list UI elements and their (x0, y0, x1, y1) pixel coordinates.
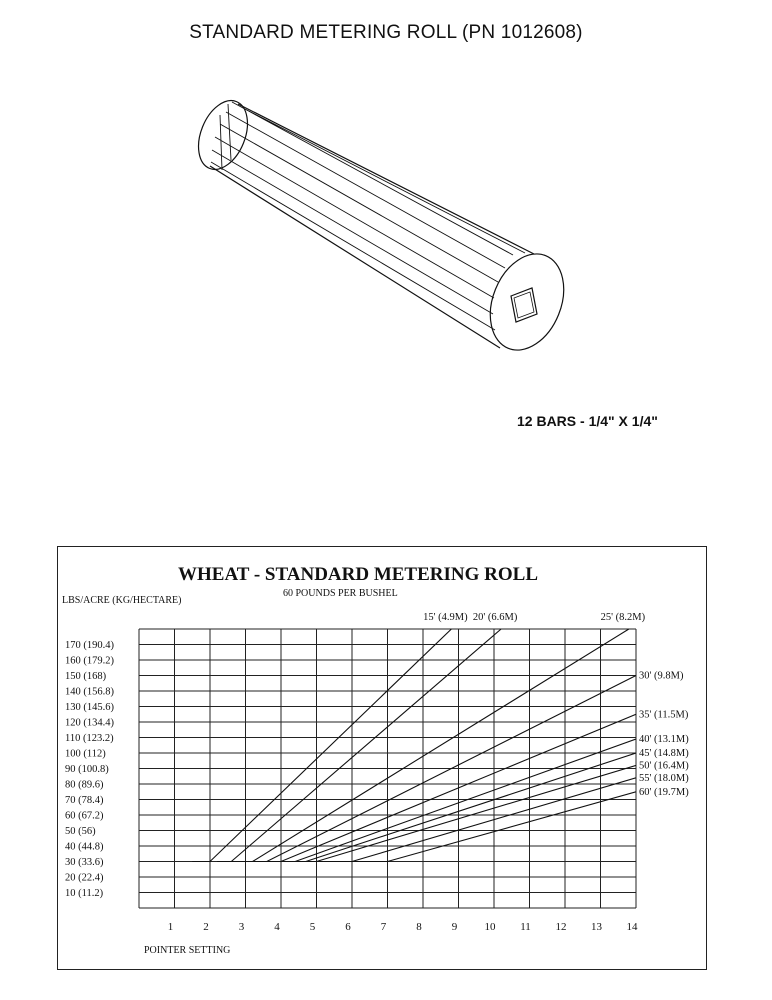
series-label: 60' (19.7M) (639, 786, 689, 798)
series-labels (423, 612, 689, 798)
series-line (231, 629, 629, 862)
roll-back-end (189, 93, 257, 176)
x-tick-label: 1 (167, 921, 174, 933)
x-tick-label: 8 (416, 921, 422, 933)
x-tick-label: 10 (484, 921, 496, 933)
x-tick-label: 3 (238, 921, 245, 933)
x-tick-label: 2 (203, 921, 209, 933)
metering-roll-illustration (0, 0, 772, 400)
y-tick-label: 160 (179.2) (65, 655, 114, 667)
x-tick-label: 12 (555, 921, 567, 933)
series-label: 45' (14.8M) (639, 748, 689, 759)
series-label: 35' (11.5M) (639, 709, 689, 721)
roll-square-hole (511, 288, 537, 322)
chart-subtitle: 60 POUNDS PER BUSHEL (283, 588, 398, 599)
x-axis-label: POINTER SETTING (144, 945, 231, 956)
x-tick-label: 6 (345, 921, 351, 933)
x-tick-label: 9 (451, 921, 458, 933)
roll-spec-label: 12 BARS - 1/4" X 1/4" (517, 413, 658, 429)
x-tick-label: 5 (309, 921, 316, 933)
y-tick-label: 30 (33.6) (65, 857, 104, 868)
x-tick-label: 4 (274, 921, 280, 933)
y-tick-label: 80 (89.6) (65, 779, 104, 791)
x-tick-label: 7 (380, 921, 387, 933)
y-tick-label: 60 (67.2) (65, 810, 104, 822)
series-label: 20' (6.6M) (472, 612, 518, 623)
series-label: 15' (4.9M) (423, 612, 468, 623)
roll-flutes (211, 102, 525, 330)
y-tick-label: 70 (78.4) (65, 795, 104, 806)
roll-body-outline (210, 104, 534, 348)
y-tick-label: 120 (134.4) (65, 717, 114, 729)
rate-chart (58, 547, 706, 969)
x-tick-label: 11 (520, 921, 531, 933)
y-tick-label: 130 (145.6) (65, 702, 114, 713)
series-label: 30' (9.8M) (639, 670, 684, 682)
series-label: 55' (18.0M) (639, 772, 689, 784)
y-tick-label: 150 (168) (65, 671, 107, 682)
x-tick-labels (168, 921, 638, 933)
series-label: 40' (13.1M) (639, 734, 689, 746)
y-tick-label: 50 (56) (65, 826, 96, 837)
y-tick-label: 90 (100.8) (65, 764, 109, 775)
y-tick-label: 110 (123.2) (65, 733, 114, 744)
y-tick-label: 170 (190.4) (65, 640, 114, 651)
x-tick-label: 14 (626, 921, 638, 933)
y-tick-label: 20 (22.4) (65, 872, 104, 884)
series-label: 50' (16.4M) (639, 760, 689, 772)
chart-frame (57, 546, 707, 970)
page-title: STANDARD METERING ROLL (PN 1012608) (189, 22, 583, 43)
y-tick-labels (65, 640, 114, 899)
x-tick-label: 13 (591, 921, 602, 933)
y-axis-label: LBS/ACRE (KG/HECTARE) (62, 595, 182, 606)
y-tick-label: 100 (112) (65, 748, 106, 760)
chart-title: WHEAT - STANDARD METERING ROLL (178, 564, 538, 585)
y-tick-label: 40 (44.8) (65, 841, 104, 853)
y-tick-label: 140 (156.8) (65, 686, 114, 698)
y-tick-label: 10 (11.2) (65, 888, 104, 899)
series-lines (192, 629, 636, 862)
series-label: 25' (8.2M) (600, 612, 646, 623)
